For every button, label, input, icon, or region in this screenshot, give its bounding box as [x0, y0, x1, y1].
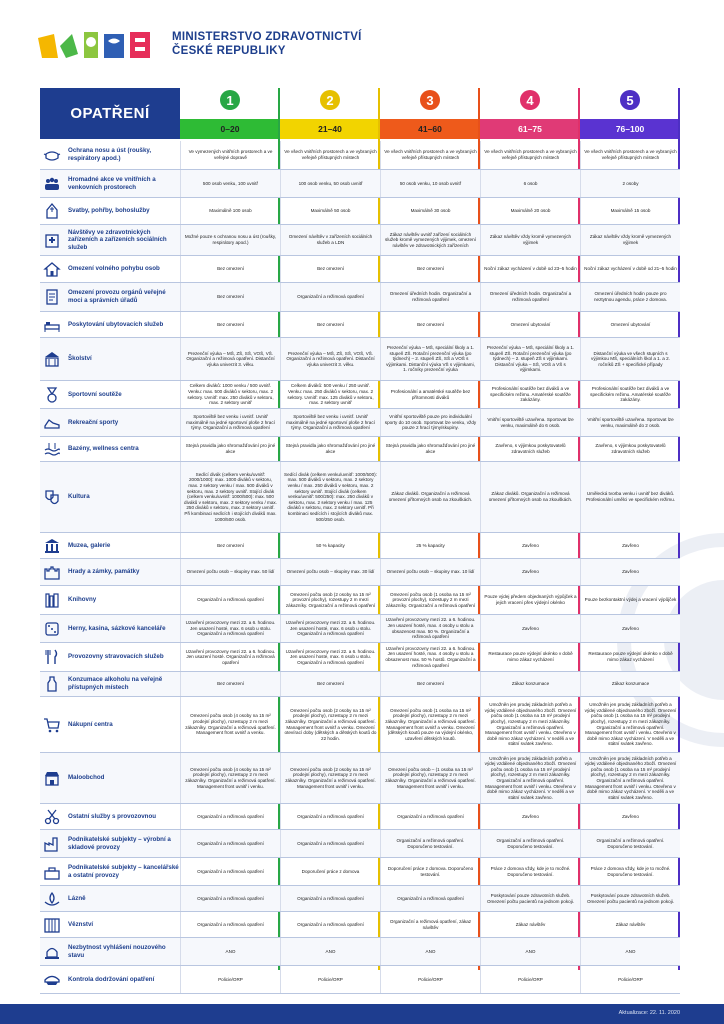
measure-cell-level-2: Uzavření provozovny mezi 22. a 6. hodinou. Jen usazení hosté, max. 6 osob u stolu. Organizační a režimová opatření: [280, 643, 380, 671]
measure-cell-level-3: 50 osob venku, 10 osob uvnitř: [380, 170, 480, 197]
table-row: [40, 858, 680, 886]
measure-cell-level-1: Bez omezení: [180, 533, 280, 558]
row-label: [40, 804, 180, 829]
row-label: [40, 225, 180, 255]
measure-cell-level-2: Organizační a režimová opatření: [280, 804, 380, 829]
castle-icon: [42, 562, 62, 582]
measure-cell-level-1: Sedící divák (celkem venku/uvnitř: 2000/1000): max. 1000 diváků v sektoru, max. 2 sektory venku / max. 500 diváků v sektoru, max. 2 sektory uvnitř. Stojící divák (celkem venku/uvnitř: 1000/500): max. 500 diváků v sektoru, max. 2 sektory venku / max. 250 diváků v sektoru, max. 2 sektory uvnitř. Při kombinaci sedících i stojících diváků max. 1000/500 osob.: [180, 462, 280, 532]
measure-cell-level-4: Zákaz návštěv: [480, 912, 580, 937]
measure-name: Nezbytnost vyhlášení nouzového stavu: [68, 943, 166, 959]
factory-icon: [42, 834, 62, 854]
row-label: [40, 966, 180, 993]
measure-cell-level-1: Organizační a režimová opatření: [180, 830, 280, 857]
table-row: [40, 381, 680, 409]
crowd-icon: [42, 174, 62, 194]
table-row: [40, 533, 680, 559]
measure-cell-level-1: Omezení počtu osob (4 osoby na 15 m² prodejní plochy), rozestupy 2 m mezi zákazníky. Organizační a režimová opatření. Management front uvnitř a venku.: [180, 697, 280, 752]
table-row: [40, 312, 680, 338]
level-number-badge: 2: [320, 90, 340, 110]
measure-name: Podnikatelské subjekty – kancelářské a ostatní provozy: [68, 863, 179, 879]
table-row: [40, 886, 680, 912]
measure-name: Hromadné akce ve vnitřních a venkovních prostorech: [68, 175, 156, 191]
level-header-2: [280, 88, 380, 139]
table-row: [40, 283, 680, 312]
alarm-icon: [42, 942, 62, 962]
measure-cell-level-4: ANO: [480, 938, 580, 965]
level-range: 61–75: [480, 119, 580, 139]
table-row: [40, 462, 680, 533]
row-label: [40, 697, 180, 752]
row-label: [40, 672, 180, 696]
measure-name: Herny, kasina, sázkové kanceláře: [68, 624, 166, 632]
table-row: [40, 437, 680, 462]
row-label: [40, 312, 180, 337]
measure-cell-level-5: Poskytování pouze zdravotních služeb. Omezení počtu pacientů na jednom pokoji.: [580, 886, 680, 911]
measure-cell-level-2: 50 % kapacity: [280, 533, 380, 558]
measure-cell-level-4: Poskytování pouze zdravotních služeb. Omezení počtu pacientů na jednom pokoji.: [480, 886, 580, 911]
table-row: [40, 697, 680, 753]
theater-masks-icon: [42, 487, 62, 507]
measure-cell-level-4: Umožněn jen prodej základních potřeb a výdej vzdálené objednaného zboží. Omezení počtu osob (1 osoba na 15 m² prodejní plochy), rozestupy 2 m mezi zákazníky. Organizační a režimová opatření. Management front uvnitř i venku. Otevřeno v době mimo zákaz vycházení. V neděli a ve státní svátek zavřeno.: [480, 753, 580, 803]
measure-cell-level-5: ANO: [580, 938, 680, 965]
table-row: [40, 830, 680, 858]
measure-cell-level-2: Prezenční výuka – MŠ, ZŠ, SŠ, VOŠ, VŠ. Organizační a režimová opatření. Distanční výuka univerzit 3. věku.: [280, 338, 380, 380]
level-number-badge: 4: [520, 90, 540, 110]
measures-header: OPATŘENÍ: [40, 88, 180, 139]
measure-cell-level-2: Ve všech vnitřních prostorech a ve vybraných veřejně přístupných místech: [280, 141, 380, 169]
measure-cell-level-5: Noční zákaz vycházení v době od 21–5 hodin: [580, 256, 680, 282]
measure-cell-level-5: Zákaz konzumace: [580, 672, 680, 696]
measure-cell-level-5: Zavřeno: [580, 804, 680, 829]
measure-cell-level-5: Zavřeno: [580, 615, 680, 642]
measure-cell-level-1: Organizační a režimová opatření: [180, 804, 280, 829]
measure-cell-level-2: Omezení návštěv v zařízeních sociálních služeb a LDN: [280, 225, 380, 255]
measure-cell-level-2: Organizační a režimová opatření: [280, 912, 380, 937]
row-label: [40, 858, 180, 885]
measure-cell-level-1: Bez omezení: [180, 256, 280, 282]
table-row: [40, 804, 680, 830]
shop-icon: [42, 768, 62, 788]
prison-icon: [42, 915, 62, 935]
measure-name: Hrady a zámky, památky: [68, 568, 140, 576]
ministry-line-2: ČESKÉ REPUBLIKY: [172, 45, 286, 57]
measure-cell-level-1: Omezení počtu osob – skupiny max. 50 lidí: [180, 559, 280, 585]
measure-cell-level-5: Profesionální soutěže bez diváků a ve specifickém režimu. Amatérské soutěže zakázány.: [580, 381, 680, 408]
measure-cell-level-2: Sportoviště bez venku i uvnitř. Uvnitř maximálně na jedné sportovní ploše 2 hrací týmy. Organizační a režimová opatření: [280, 409, 380, 436]
measure-cell-level-1: Organizační a režimová opatření: [180, 586, 280, 614]
table-row: [40, 615, 680, 643]
measure-cell-level-4: Zavřeno, s výjimkou poskytovatelů zdravotních služeb: [480, 437, 580, 461]
measure-cell-level-3: Omezení počtu osob – skupiny max. 10 lidí: [380, 559, 480, 585]
measures-table: [40, 141, 680, 994]
measure-cell-level-5: Pouze bezkontaktní výdej a vracení výpůjček: [580, 586, 680, 614]
measure-cell-level-2: 100 osob venku, 50 osob uvnitř: [280, 170, 380, 197]
measure-cell-level-5: Omezení ubytování: [580, 312, 680, 337]
measure-cell-level-4: Profesionální soutěže bez diváků a ve specifickém režimu. Amatérské soutěže zakázány.: [480, 381, 580, 408]
row-label: [40, 586, 180, 614]
table-row: [40, 170, 680, 198]
measure-cell-level-5: Restaurace pouze výdejní okénko v době mimo zákaz vycházení: [580, 643, 680, 671]
measure-cell-level-3: Zákaz návštěv uvnitř zařízení sociálních služeb kromě vymezených výjimek, omezení návštěv ve zdravotnických zařízeních: [380, 225, 480, 255]
police-cap-icon: [42, 970, 62, 990]
measure-cell-level-1: ANO: [180, 938, 280, 965]
measure-cell-level-2: Omezení počtu osob (2 osoby na 15 m² prodejní plochy), rozestupy 2 m mezi zákazníky. Organizační a režimová opatření. Management front uvnitř a venku. Omezení otevírací doby (dětských a dětských koutů do 22 hodin.: [280, 697, 380, 752]
measure-cell-level-5: Omezení úředních hodin pouze pro neztytnou agendu, práce z domova.: [580, 283, 680, 311]
measure-cell-level-1: Prezenční výuka – MŠ, ZŠ, SŠ, VOŠ, VŠ. Organizační a režimová opatření. Distanční výuka univerzit 3. věku.: [180, 338, 280, 380]
measure-name: Provozovny stravovacích služeb: [68, 653, 164, 661]
measure-cell-level-3: Stejná pravidla jako shromažďování pro jiné akce: [380, 437, 480, 461]
measure-name: Omezení provozu orgánů veřejné moci a správních úřadů: [68, 289, 166, 304]
measure-cell-level-2: Organizační a režimová opatření: [280, 283, 380, 311]
measure-cell-level-2: Omezení počtu osob – skupiny max. 30 lidí: [280, 559, 380, 585]
measure-cell-level-1: Organizační a režimová opatření: [180, 886, 280, 911]
measure-cell-level-2: Organizační a režimová opatření: [280, 886, 380, 911]
measure-cell-level-5: Distanční výuka ve všech stupních s výjimkou MŠ, speciálních škol a 1. a 2. ročníků ZŠ + specifické případy: [580, 338, 680, 380]
measure-cell-level-3: Zákaz diváků. Organizační a režimová omezení přítomných osob na zkouškách.: [380, 462, 480, 532]
measure-name: Sportovní soutěže: [68, 390, 122, 398]
measure-cell-level-2: Omezení počtu osob (2 osoby na 15 m² prodejní plochy), rozestupy 2 m mezi zákazníky. Organizační a režimová opatření. Management front uvnitř i venku.: [280, 753, 380, 803]
measure-cell-level-4: Pouze výdej předem objednaných výpůjček a jejich vracení přes výdejní okénko: [480, 586, 580, 614]
measure-name: Rekreační sporty: [68, 418, 119, 426]
level-range: 21–40: [280, 119, 380, 139]
measure-cell-level-2: Sedící divák (celkem venku/uvnitř: 1000/500): max. 500 diváků v sektoru, max. 2 sektory venku / max. 250 diváků v sektoru, max. 2 sektory uvnitř. Stojící divák (celkem venku/uvnitř: 500/250): max. 250 diváků v sektoru, max. 2 sektory venku / max. 125 diváků v sektoru, max. 2 sektory uvnitř. Při kombinaci sedících i stojících diváků max. 500/250 osob.: [280, 462, 380, 532]
measure-cell-level-4: Ve všech vnitřních prostorech a ve vybraných veřejně přístupných místech: [480, 141, 580, 169]
measure-cell-level-5: Ve všech vnitřních prostorech a ve vybraných veřejně přístupných místech: [580, 141, 680, 169]
museum-icon: [42, 536, 62, 556]
measure-cell-level-2: Bez omezení: [280, 312, 380, 337]
measure-cell-level-5: Zavřeno, s výjimkou poskytovatelů zdravotních služeb: [580, 437, 680, 461]
measure-cell-level-3: Doporučení práce z domova. Doporučeno testování.: [380, 858, 480, 885]
measure-cell-level-3: Uzavření provozovny mezi 22. a 6. hodinou. Jen usazení hosté, max. 4 osoby u stolu a obsazenost max. 50 %. Organizační a režimová opatření: [380, 615, 480, 642]
measure-cell-level-5: Zavřeno: [580, 559, 680, 585]
row-label: [40, 338, 180, 380]
measure-cell-level-4: Umožněn jen prodej základních potřeb a výdej vzdálené objednaného zboží. Omezení počtu osob (1 osoba na 15 m² prodejní plochy), rozestupy 2 m mezi zákazníky. Organizační a režimová opatření. Management front uvnitř i venku. Otevřeno v době mimo zákaz vycházení. V neděli a ve státní svátek zavřeno.: [480, 697, 580, 752]
measure-cell-level-5: Práce z domova vždy, kde je to možné. Doporučeno testování.: [580, 858, 680, 885]
measure-cell-level-3: Prezenční výuka – MŠ, speciální školy a 1. stupeň ZŠ. Rotační prezenční výuka (po týdnech) – 2. stupeň ZŠ, SŠ a VOŠ s výjimkami. Distanční výuka VŠ s výjimkami, 1. ročníky prezenční výuka: [380, 338, 480, 380]
measure-cell-level-2: Bez omezení: [280, 256, 380, 282]
dice-icon: [42, 619, 62, 639]
measure-cell-level-4: 6 osob: [480, 170, 580, 197]
measure-cell-level-3: Organizační a režimová opatření, zákaz návštěv: [380, 912, 480, 937]
measure-name: Ochrana nosu a úst (roušky, respirátory apod.): [68, 147, 152, 162]
measure-cell-level-3: Profesionální a amatérské soutěže bez přítomnosti diváků: [380, 381, 480, 408]
measure-cell-level-1: Stejná pravidla jako shromažďování pro jiné akce: [180, 437, 280, 461]
measure-cell-level-1: Bez omezení: [180, 283, 280, 311]
measure-cell-level-1: Ve vymezených vnitřních prostorech a ve veřejné dopravě: [180, 141, 280, 169]
level-header-4: [480, 88, 580, 139]
table-row: [40, 409, 680, 437]
measure-cell-level-3: Bez omezení: [380, 256, 480, 282]
measure-cell-level-2: Organizační a režimová opatření: [280, 830, 380, 857]
row-label: [40, 283, 180, 311]
measure-cell-level-3: Policie/ORP: [380, 966, 480, 993]
table-row: [40, 256, 680, 283]
scissors-icon: [42, 807, 62, 827]
row-label: [40, 462, 180, 532]
row-label: [40, 559, 180, 585]
measure-cell-level-5: Zavřeno: [580, 533, 680, 558]
level-range: 0–20: [180, 119, 280, 139]
running-shoe-icon: [42, 413, 62, 433]
measure-cell-level-4: Vnitřní sportoviště uzavřena. Sportovat lze venku, maximálně do 6 osob.: [480, 409, 580, 436]
measure-name: Návštěvy ve zdravotnických zařízeních a zařízeních sociálních služeb: [68, 228, 167, 251]
row-label: [40, 643, 180, 671]
measure-name: Muzea, galerie: [68, 541, 111, 549]
level-number-badge: 5: [620, 90, 640, 110]
row-label: [40, 198, 180, 224]
measure-cell-level-2: Omezení počtu osob (2 osoby na 15 m² provozní plochy), rozestupy 2 m mezi zákazníky. Organizační a režimová opatření: [280, 586, 380, 614]
table-row: [40, 938, 680, 966]
measure-cell-level-4: Zavřeno: [480, 615, 580, 642]
medal-icon: [42, 385, 62, 405]
measure-cell-level-1: 500 osob venku, 100 uvnitř: [180, 170, 280, 197]
row-label: [40, 886, 180, 911]
measure-name: Kultura: [68, 493, 90, 501]
level-header-3: [380, 88, 480, 139]
table-row: [40, 672, 680, 697]
row-label: [40, 437, 180, 461]
measure-name: Kontrola dodržování opatření: [68, 975, 155, 983]
church-icon: [42, 201, 62, 221]
measure-cell-level-1: Uzavření provozovny mezi 22. a 6. hodinou. Jen usazení hosté. Organizační a režimová opatření: [180, 643, 280, 671]
measure-cell-level-3: Maximálně 30 osob: [380, 198, 480, 224]
measure-cell-level-5: Umožněn jen prodej základních potřeb a výdej vzdálené objednaného zboží. Omezení počtu osob (1 osoba na 15 m² prodejní plochy), rozestupy 2 m mezi zákazníky. Organizační a režimová opatření. Management front uvnitř i venku. Otevřeno v době mimo zákaz vycházení. V neděli a ve státní svátek zavřeno.: [580, 753, 680, 803]
measure-cell-level-4: Zákaz návštěv vždy kromě vymezených výjimek: [480, 225, 580, 255]
measure-cell-level-2: Stejná pravidla jako shromažďování pro jiné akce: [280, 437, 380, 461]
cart-icon: [42, 715, 62, 735]
measure-cell-level-3: 25 % kapacity: [380, 533, 480, 558]
measure-name: Svatby, pohřby, bohoslužby: [68, 207, 150, 215]
hospital-icon: [42, 230, 62, 250]
measure-name: Bazény, wellness centra: [68, 445, 139, 453]
measure-cell-level-1: Organizační a režimová opatření: [180, 858, 280, 885]
measure-cell-level-5: Zákaz návštěv vždy kromě vymezených výjimek: [580, 225, 680, 255]
ministry-logo: [38, 28, 166, 62]
table-row: [40, 141, 680, 170]
measure-name: Lázně: [68, 894, 86, 902]
measure-cell-level-1: Policie/ORP: [180, 966, 280, 993]
office-icon: [42, 862, 62, 882]
level-header-1: [180, 88, 280, 139]
measure-cell-level-2: Doporučení práce z domova: [280, 858, 380, 885]
level-number-badge: 1: [220, 90, 240, 110]
measure-cell-level-3: Bez omezení: [380, 312, 480, 337]
school-icon: [42, 349, 62, 369]
measure-cell-level-2: Maximálně 50 osob: [280, 198, 380, 224]
measure-cell-level-1: Celkem diváků: 1000 venku / 500 uvnitř. Venku: max. 500 diváků v sektoru, max. 2 sektory. Uvnitř: max. 250 diváků v sektoru, max. 2 sektory uvnitř: [180, 381, 280, 408]
spa-icon: [42, 889, 62, 909]
cutlery-icon: [42, 647, 62, 667]
measure-cell-level-3: Uzavření provozovny mezi 22. a 6. hodinou. Jen usazení hosté, max. 4 osoby u stolu a obsazenost max. 50 % hostů. Organizační a režimová opatření: [380, 643, 480, 671]
measure-cell-level-4: Zavřeno: [480, 804, 580, 829]
measure-cell-level-3: Omezení počtu osob – (1 osoba na 15 m² prodejní plochy), rozestupy 2 m mezi zákazníky. Organizační a režimová opatření. Management front uvnitř i venku.: [380, 753, 480, 803]
measure-cell-level-3: Organizační a režimová opatření. Doporučeno testování.: [380, 830, 480, 857]
measure-cell-level-2: Policie/ORP: [280, 966, 380, 993]
measure-cell-level-1: Bez omezení: [180, 312, 280, 337]
bed-icon: [42, 315, 62, 335]
measure-cell-level-1: Maximálně 100 osob: [180, 198, 280, 224]
measure-cell-level-5: 2 osoby: [580, 170, 680, 197]
measure-cell-level-1: Organizační a režimová opatření: [180, 912, 280, 937]
measure-cell-level-2: Uzavření provozovny mezi 22. a 6. hodinou. Jen usazení hosté, max. 6 osob u stolu. Organizační a režimová opatření: [280, 615, 380, 642]
row-label: [40, 381, 180, 408]
measure-cell-level-4: Zákaz diváků. Organizační a režimová omezení přítomných osob na zkouškách.: [480, 462, 580, 532]
measure-cell-level-3: Omezení úředních hodin. Organizační a režimová opatření: [380, 283, 480, 311]
measure-name: Konzumace alkoholu na veřejně přístupných místech: [68, 676, 163, 691]
measure-cell-level-4: Zavřeno: [480, 559, 580, 585]
table-row: [40, 198, 680, 225]
bottle-icon: [42, 674, 62, 694]
measure-cell-level-4: Omezení úředních hodin. Organizační a režimová opatření: [480, 283, 580, 311]
table-row: [40, 912, 680, 938]
table-row: [40, 753, 680, 804]
measure-cell-level-1: Možné pouze s ochranou nosu a úst (roušky, respirátory apod.): [180, 225, 280, 255]
measure-cell-level-1: Omezení počtu osob (4 osoby na 15 m² prodejní plochy), rozestupy 2 m mezi zákazníky. Organizační a režimová opatření. Management front uvnitř i venku.: [180, 753, 280, 803]
measure-cell-level-4: Zavřeno: [480, 533, 580, 558]
row-label: [40, 141, 180, 169]
footer-bar: [0, 1004, 724, 1024]
measure-cell-level-1: Uzavření provozovny mezi 22. a 6. hodinou. Jen usazení hosté, max. 6 osob u stolu. Organizační a režimová opatření: [180, 615, 280, 642]
measure-cell-level-4: Prezenční výuka – MŠ, speciální školy a 1. stupeň ZŠ. Rotační prezenční výuka (po týdnech) – 2. stupeň ZŠ s výjimkami. Distanční výuka – SŠ, VOŠ a VŠ s výjimkami.: [480, 338, 580, 380]
table-row: [40, 586, 680, 615]
table-row: [40, 966, 680, 994]
measure-name: Nákupní centra: [68, 720, 113, 728]
table-row: [40, 559, 680, 586]
measure-cell-level-5: Umožněn jen prodej základních potřeb a výdej vzdálené objednaného zboží. Omezení počtu osob (1 osoba na 15 m² prodejní plochy), rozestupy 2 m mezi zákazníky. Organizační a režimová opatření. Management front uvnitř i venku. Otevřeno v době mimo zákaz vycházení. V neděli a ve státní svátek zavřeno.: [580, 697, 680, 752]
update-date: Aktualizace: 22. 11. 2020: [618, 1010, 680, 1016]
level-range: 76–100: [580, 119, 680, 139]
measure-cell-level-4: Maximálně 20 osob: [480, 198, 580, 224]
ministry-name: [172, 30, 362, 58]
row-label: [40, 753, 180, 803]
measure-cell-level-3: Bez omezení: [380, 672, 480, 696]
measure-name: Podnikatelské subjekty – výrobní a skladové provozy: [68, 835, 171, 851]
books-icon: [42, 590, 62, 610]
measure-cell-level-3: Omezení počtu osob (1 osoba na 15 m² prodejní plochy), rozestupy 2 m mezi zákazníky. Organizační a režimová opatření. Management front uvnitř a venku. Omezení (dětských koutů pouze na výdejní okénko, uzavření dětských koutů.: [380, 697, 480, 752]
measure-cell-level-4: Omezení ubytování: [480, 312, 580, 337]
measure-cell-level-2: Bez omezení: [280, 672, 380, 696]
row-label: [40, 938, 180, 965]
measure-cell-level-2: Celkem diváků: 500 venku / 250 uvnitř. Venku: max. 250 diváků v sektoru, max. 2 sektory. Uvnitř: max. 125 diváků v sektoru, max. 2 sektory uvnitř: [280, 381, 380, 408]
measure-name: Věznství: [68, 920, 94, 928]
row-label: [40, 533, 180, 558]
pool-icon: [42, 439, 62, 459]
row-label: [40, 615, 180, 642]
measure-cell-level-3: Ve všech vnitřních prostorech a ve vybraných veřejně přístupných místech: [380, 141, 480, 169]
document-icon: [42, 287, 62, 307]
ministry-line-1: MINISTERSTVO ZDRAVOTNICTVÍ: [172, 31, 362, 43]
measure-cell-level-3: Organizační a režimová opatření: [380, 886, 480, 911]
measure-cell-level-2: ANO: [280, 938, 380, 965]
row-label: [40, 256, 180, 282]
row-label: [40, 170, 180, 197]
measure-cell-level-5: Policie/ORP: [580, 966, 680, 993]
row-label: [40, 912, 180, 937]
measure-cell-level-1: Bez omezení: [180, 672, 280, 696]
level-range: 41–60: [380, 119, 480, 139]
measure-cell-level-5: Umělecká tvorba venku i uvnitř bez diváků. Profesionální umělci ve specifickém režimu.: [580, 462, 680, 532]
measure-cell-level-5: Maximálně 15 osob: [580, 198, 680, 224]
level-header-5: [580, 88, 680, 139]
measure-name: Omezení volného pohybu osob: [68, 265, 160, 273]
table-row: [40, 225, 680, 256]
measure-cell-level-4: Policie/ORP: [480, 966, 580, 993]
row-label: [40, 409, 180, 436]
measure-name: Poskytování ubytovacích služeb: [68, 320, 164, 328]
measure-cell-level-1: Sportoviště bez venku i uvnitř. Uvnitř maximálně na jedné sportovní ploše 2 hrací týmy. Organizační a režimová opatření: [180, 409, 280, 436]
level-number-badge: 3: [420, 90, 440, 110]
measure-cell-level-5: Organizační a režimová opatření. Doporučeno testování.: [580, 830, 680, 857]
house-icon: [42, 259, 62, 279]
measure-name: Školství: [68, 355, 92, 363]
mask-icon: [42, 145, 62, 165]
measure-name: Ostatní služby s provozovnou: [68, 812, 157, 820]
measure-cell-level-3: Omezení počtu osob (1 osoba na 15 m² provozní plochy), rozestupy 2 m mezi zákazníky. Organizační a režimová opatření: [380, 586, 480, 614]
measure-cell-level-4: Noční zákaz vycházení v době od 23–5 hodin: [480, 256, 580, 282]
row-label: [40, 830, 180, 857]
measure-name: Maloobchod: [68, 774, 105, 782]
measure-cell-level-4: Organizační a režimová opatření. Doporučeno testování.: [480, 830, 580, 857]
measure-cell-level-4: Práce z domova vždy, kde je to možné. Doporučeno testování.: [480, 858, 580, 885]
measure-cell-level-4: Zákaz konzumace: [480, 672, 580, 696]
measure-cell-level-3: ANO: [380, 938, 480, 965]
measure-cell-level-3: Organizační a režimová opatření: [380, 804, 480, 829]
measure-cell-level-5: Vnitřní sportoviště uzavřena. Sportovat lze venku, maximálně do 2 osob.: [580, 409, 680, 436]
measure-cell-level-4: Restaurace pouze výdejní okénko v době mimo zákaz vycházení: [480, 643, 580, 671]
measure-cell-level-3: Vnitřní sportoviště pouze pro individuální sporty do 10 osob. Sportovat lze venku, vždy pouze 2 hrací týmy/skupiny.: [380, 409, 480, 436]
table-row: [40, 643, 680, 672]
measure-name: Knihovny: [68, 596, 97, 604]
measure-cell-level-5: Zákaz návštěv: [580, 912, 680, 937]
table-row: [40, 338, 680, 381]
